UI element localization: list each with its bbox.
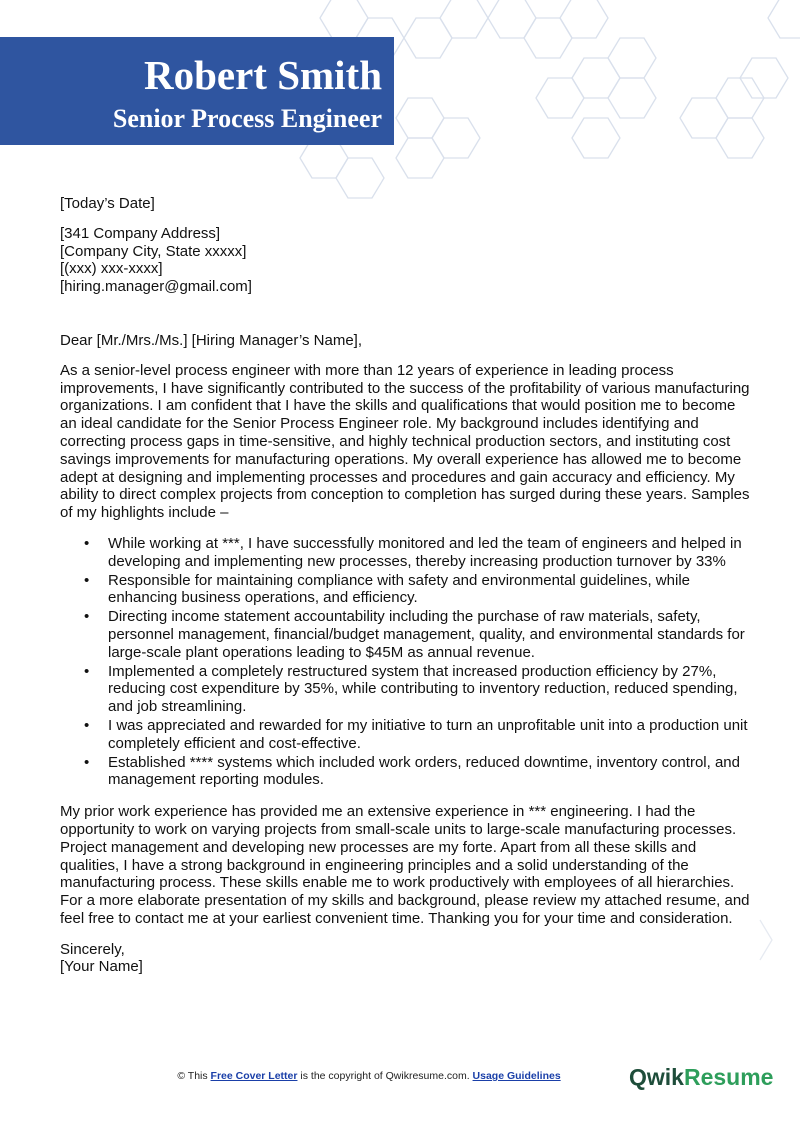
logo-part-resume: Resume <box>683 1064 774 1090</box>
candidate-name: Robert Smith <box>143 52 382 98</box>
free-cover-letter-link[interactable]: Free Cover Letter <box>210 1070 298 1082</box>
usage-guidelines-link[interactable]: Usage Guidelines <box>472 1070 561 1082</box>
closing: Sincerely, <box>60 940 125 958</box>
candidate-title: Senior Process Engineer <box>112 104 382 133</box>
highlights-list <box>60 535 750 789</box>
list-item: • While working at ***, I have successfully monitored and led the team of engineers and helped in developing and implementing new processes, thereby increasing production turnover by 33% <box>108 535 750 571</box>
list-item: • Directing income statement accountability including the purchase of raw materials, safety, personnel management, financial/budget management, quality, and environmental standards for large-scale plant operations leading to $45M as annual revenue. <box>108 608 750 661</box>
cover-letter-body <box>60 195 750 976</box>
address-line: [hiring.manager@gmail.com] <box>60 278 252 296</box>
qwikresume-logo[interactable] <box>629 1064 773 1091</box>
address-line: [(xxx) xxx-xxxx] <box>60 260 163 278</box>
recipient-address <box>60 225 750 296</box>
address-line: [341 Company Address] <box>60 224 221 242</box>
list-item: • Implemented a completely restructured system that increased production efficiency by 27%, reducing cost expenditure by 35%, while contributing to inventory reduction, reduced spending, and job streamlining. <box>108 663 750 716</box>
salutation: Dear [Mr./Mrs./Ms.] [Hiring Manager’s Name], <box>60 331 363 349</box>
list-item: • Established **** systems which included work orders, reduced downtime, inventory control, and management reporting modules. <box>108 754 750 790</box>
intro-paragraph: As a senior-level process engineer with more than 12 years of experience in leading process improvements, I have significantly contributed to the success of the profitability of various manufacturing organizations. I am confident that I have the skills and qualifications that would position me to become an ideal candidate for the Senior Process Engineer role. My background includes identifying and correcting process gaps in time-sensitive, and highly technical production sectors, and instituting cost savings improvements for manufacturing operations. My overall experience has allowed me to become adept at designing and implementing processes and procedures and gain accuracy and efficiency. My ability to direct complex projects from conception to completion has surged during these years. Samples of my highlights include – <box>60 361 750 522</box>
header-banner <box>0 37 394 145</box>
body-paragraph: My prior work experience has provided me an extensive experience in *** engineering. I had the opportunity to work on varying projects from small-scale units to large-scale manufacturing processes. Project management and developing new processes are my forte. Apart from all these skills and qualities, I have a strong background in engineering principles and a solid understanding of the manufacturing process. These skills enable me to work productively with employees of all hierarchies. For a more elaborate presentation of my skills and background, please review my attached resume, and feel free to contact me at your earliest convenient time. Thanking you for your time and consideration. <box>60 803 750 927</box>
footer-middle: is the copyright of Qwikresume.com. <box>297 1070 473 1082</box>
logo-part-qwik: Qwik <box>629 1064 684 1090</box>
signature: [Your Name] <box>60 958 143 976</box>
address-line: [Company City, State xxxxx] <box>60 242 247 260</box>
letter-date: [Today’s Date] <box>60 195 155 212</box>
list-item: • Responsible for maintaining compliance with safety and environmental guidelines, while enhancing business operations, and efficiency. <box>108 572 750 608</box>
copyright-footer <box>0 1070 738 1082</box>
footer-prefix: © This <box>177 1070 211 1082</box>
list-item: • I was appreciated and rewarded for my initiative to turn an unprofitable unit into a production unit completely efficient and cost-effective. <box>108 717 750 753</box>
